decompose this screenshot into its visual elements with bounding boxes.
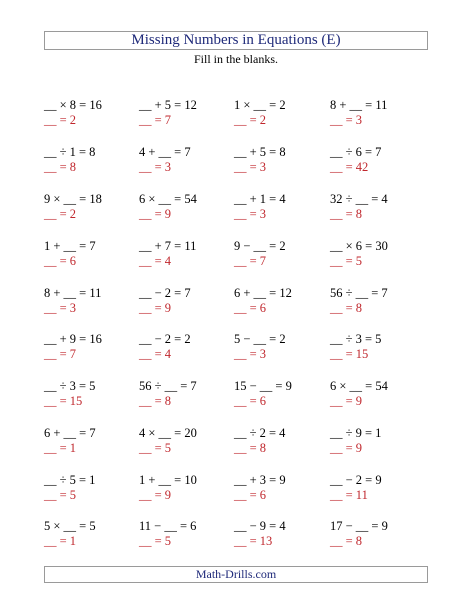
equation-text: 6 × __ = 54: [330, 379, 388, 393]
equation-text: 11 − __ = 6: [139, 519, 197, 533]
answer-text: __ = 2: [44, 113, 77, 127]
problem-cell: [139, 192, 239, 222]
problem-cell: [44, 239, 144, 269]
equation-text: __ + 5 = 12: [139, 98, 197, 112]
problem-cell: [330, 239, 430, 269]
equation-text: __ − 9 = 4: [234, 519, 286, 533]
problem-cell: [330, 98, 430, 128]
answer-text: __ = 13: [234, 534, 273, 548]
problem-cell: [234, 426, 334, 456]
equation-text: 1 + __ = 10: [139, 473, 197, 487]
equation-text: __ × 8 = 16: [44, 98, 102, 112]
equation-text: 15 − __ = 9: [234, 379, 292, 393]
problem-cell: [139, 332, 239, 362]
answer-text: __ = 15: [44, 394, 83, 408]
equation-text: __ ÷ 9 = 1: [330, 426, 382, 440]
answer-text: __ = 15: [330, 347, 369, 361]
equation-text: 6 + __ = 12: [234, 286, 292, 300]
problem-cell: [44, 332, 144, 362]
answer-text: __ = 5: [139, 441, 172, 455]
problem-cell: [234, 239, 334, 269]
answer-text: __ = 8: [330, 534, 363, 548]
answer-text: __ = 3: [44, 301, 77, 315]
equation-text: 6 + __ = 7: [44, 426, 96, 440]
answer-text: __ = 7: [44, 347, 77, 361]
answer-text: __ = 4: [139, 254, 172, 268]
equation-text: __ ÷ 3 = 5: [330, 332, 382, 346]
equation-text: 9 − __ = 2: [234, 239, 286, 253]
problem-cell: [234, 286, 334, 316]
equation-text: 56 ÷ __ = 7: [139, 379, 197, 393]
answer-text: __ = 5: [44, 488, 77, 502]
answer-text: __ = 8: [139, 394, 172, 408]
problem-cell: [330, 332, 430, 362]
answer-text: __ = 1: [44, 534, 77, 548]
answer-text: __ = 3: [234, 160, 267, 174]
problem-cell: [139, 519, 239, 549]
equation-text: 6 × __ = 54: [139, 192, 197, 206]
answer-text: __ = 8: [234, 441, 267, 455]
problem-cell: [44, 426, 144, 456]
equation-text: 1 + __ = 7: [44, 239, 96, 253]
problem-cell: [44, 192, 144, 222]
answer-text: __ = 2: [234, 113, 267, 127]
equation-text: __ ÷ 3 = 5: [44, 379, 96, 393]
equation-text: 56 ÷ __ = 7: [330, 286, 388, 300]
problem-cell: [44, 473, 144, 503]
equation-text: __ + 7 = 11: [139, 239, 197, 253]
problem-cell: [44, 519, 144, 549]
problem-cell: [234, 473, 334, 503]
answer-text: __ = 6: [234, 394, 267, 408]
equation-text: __ + 3 = 9: [234, 473, 286, 487]
answer-text: __ = 1: [44, 441, 77, 455]
equation-text: 32 ÷ __ = 4: [330, 192, 388, 206]
equation-text: __ ÷ 5 = 1: [44, 473, 96, 487]
problem-cell: [234, 98, 334, 128]
equation-text: 17 − __ = 9: [330, 519, 388, 533]
site-footer: Math-Drills.com: [44, 566, 428, 583]
equation-text: 9 × __ = 18: [44, 192, 102, 206]
equation-text: __ + 5 = 8: [234, 145, 286, 159]
problem-cell: [234, 379, 334, 409]
answer-text: __ = 9: [139, 488, 172, 502]
answer-text: __ = 42: [330, 160, 369, 174]
equation-text: __ + 9 = 16: [44, 332, 102, 346]
equation-text: 8 + __ = 11: [44, 286, 102, 300]
problem-cell: [139, 473, 239, 503]
answer-text: __ = 9: [330, 394, 363, 408]
problem-cell: [234, 332, 334, 362]
problem-cell: [330, 426, 430, 456]
answer-text: __ = 6: [44, 254, 77, 268]
problem-cell: [330, 473, 430, 503]
problem-cell: [139, 426, 239, 456]
answer-text: __ = 3: [234, 347, 267, 361]
problem-cell: [330, 519, 430, 549]
answer-text: __ = 3: [234, 207, 267, 221]
problem-cell: [234, 192, 334, 222]
problem-cell: [330, 379, 430, 409]
answer-text: __ = 6: [234, 301, 267, 315]
equation-text: 4 + __ = 7: [139, 145, 191, 159]
equation-text: __ × 6 = 30: [330, 239, 388, 253]
problem-cell: [44, 379, 144, 409]
problem-cell: [139, 379, 239, 409]
equation-text: 8 + __ = 11: [330, 98, 388, 112]
problem-cell: [44, 286, 144, 316]
answer-text: __ = 2: [44, 207, 77, 221]
problem-cell: [330, 286, 430, 316]
equation-text: 4 × __ = 20: [139, 426, 197, 440]
answer-text: __ = 9: [139, 207, 172, 221]
equation-text: 5 − __ = 2: [234, 332, 286, 346]
problem-cell: [330, 145, 430, 175]
equation-text: __ ÷ 2 = 4: [234, 426, 286, 440]
problem-cell: [139, 239, 239, 269]
answer-text: __ = 8: [44, 160, 77, 174]
answer-text: __ = 9: [330, 441, 363, 455]
answer-text: __ = 8: [330, 301, 363, 315]
problem-cell: [44, 98, 144, 128]
equation-text: __ + 1 = 4: [234, 192, 286, 206]
equation-text: __ ÷ 6 = 7: [330, 145, 382, 159]
answer-text: __ = 3: [139, 160, 172, 174]
equation-text: __ ÷ 1 = 8: [44, 145, 96, 159]
problem-cell: [139, 145, 239, 175]
answer-text: __ = 5: [330, 254, 363, 268]
equation-text: __ − 2 = 9: [330, 473, 382, 487]
equation-text: 5 × __ = 5: [44, 519, 96, 533]
answer-text: __ = 8: [330, 207, 363, 221]
answer-text: __ = 7: [139, 113, 172, 127]
problem-cell: [234, 519, 334, 549]
answer-text: __ = 5: [139, 534, 172, 548]
problem-cell: [234, 145, 334, 175]
answer-text: __ = 4: [139, 347, 172, 361]
answer-text: __ = 11: [330, 488, 368, 502]
answer-text: __ = 3: [330, 113, 363, 127]
equation-text: __ − 2 = 7: [139, 286, 191, 300]
equation-text: 1 × __ = 2: [234, 98, 286, 112]
answer-text: __ = 7: [234, 254, 267, 268]
problem-cell: [139, 286, 239, 316]
worksheet-title: Missing Numbers in Equations (E): [44, 31, 428, 50]
answer-text: __ = 9: [139, 301, 172, 315]
problem-cell: [44, 145, 144, 175]
equation-text: __ − 2 = 2: [139, 332, 191, 346]
instructions-text: Fill in the blanks.: [194, 52, 278, 66]
answer-text: __ = 6: [234, 488, 267, 502]
problem-cell: [139, 98, 239, 128]
problem-cell: [330, 192, 430, 222]
